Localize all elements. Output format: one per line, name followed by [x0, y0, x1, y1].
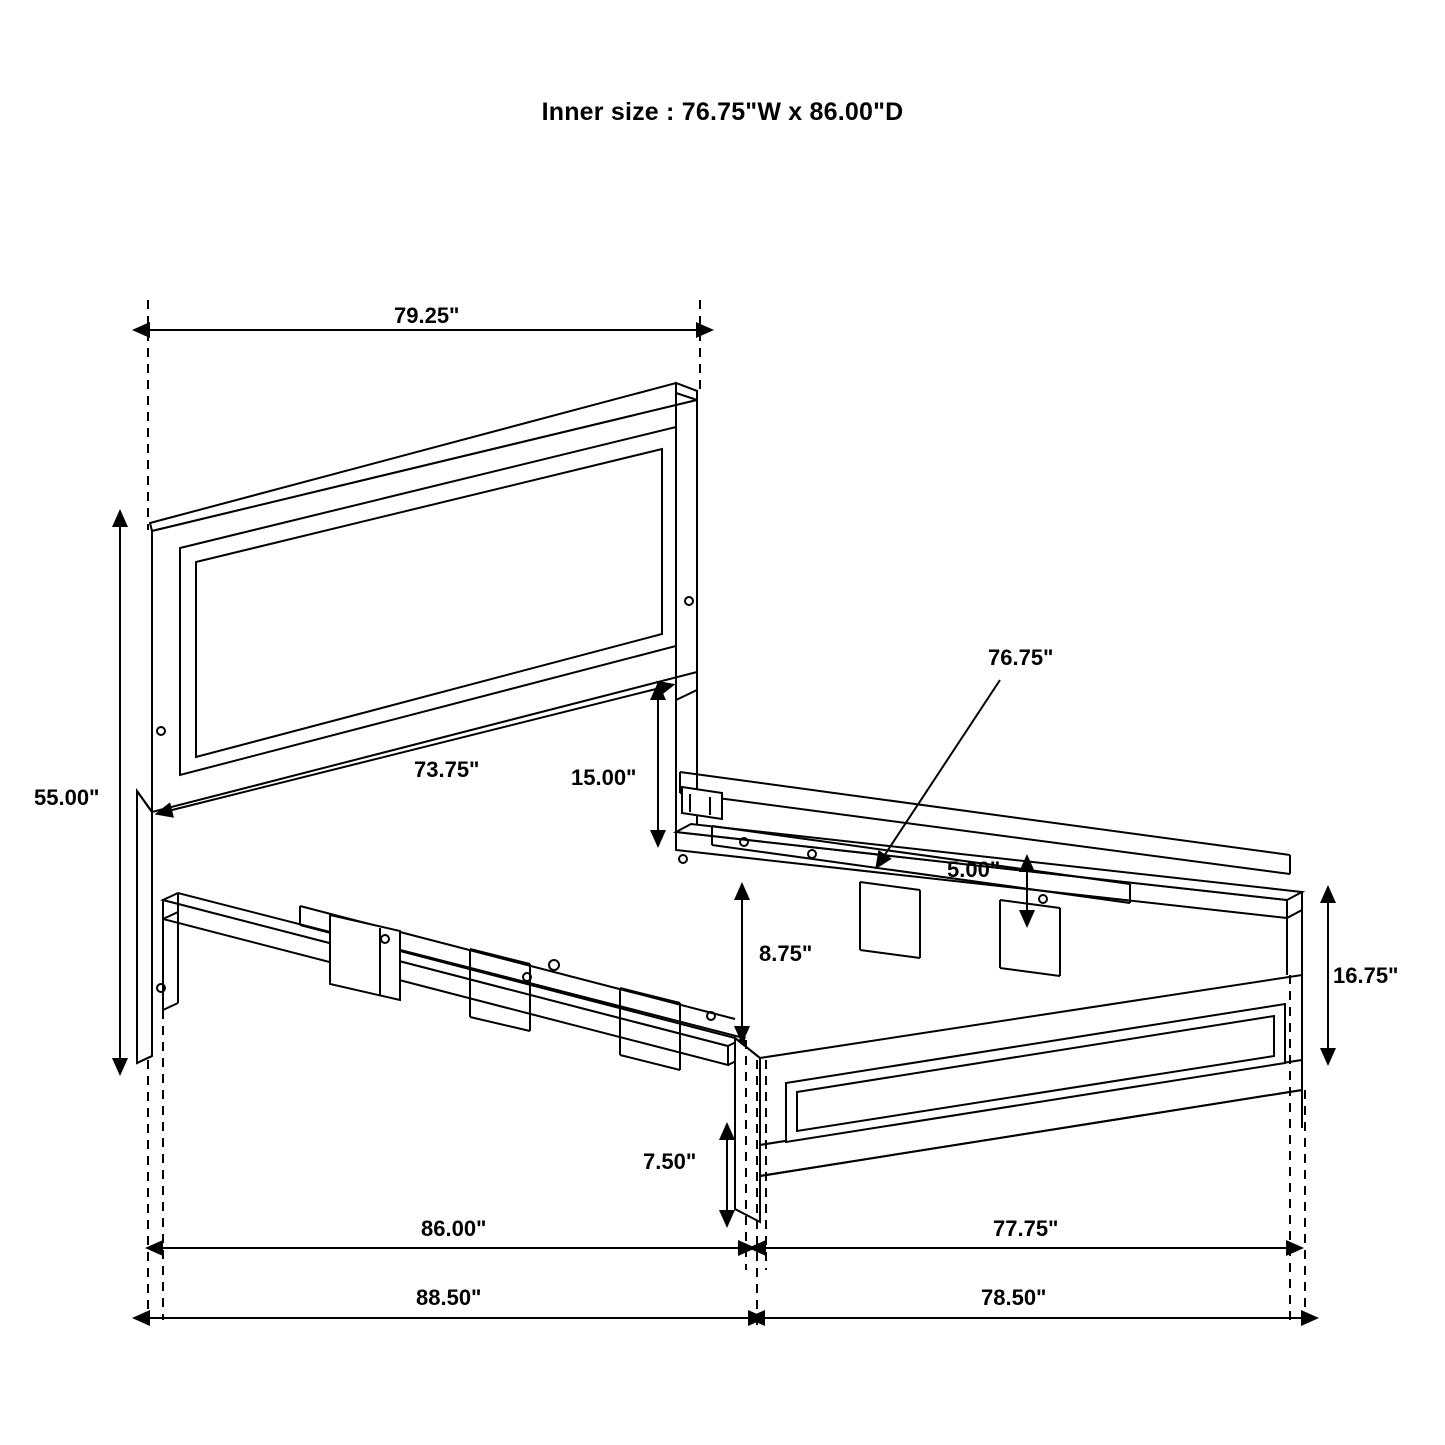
dim-label-footboard-clearance: 7.50"	[643, 1149, 697, 1174]
dim-label-footboard-height: 16.75"	[1333, 963, 1399, 988]
dim-label-overall-height: 55.00"	[34, 785, 100, 810]
dim-label-slat-height: 8.75"	[759, 941, 813, 966]
dim-label-headboard-width: 79.25"	[394, 303, 460, 328]
dim-label-rail-drop: 15.00"	[571, 765, 637, 790]
dim-label-side-length-inner: 86.00"	[421, 1216, 487, 1241]
page-title: Inner size : 76.75"W x 86.00"D	[541, 98, 904, 126]
dim-label-side-length-overall: 88.50"	[416, 1285, 482, 1310]
dim-label-rail-ledge: 5.00"	[947, 857, 1001, 882]
dim-label-foot-width-overall: 78.50"	[981, 1285, 1047, 1310]
dim-label-foot-width-inner: 77.75"	[993, 1216, 1059, 1241]
dim-label-headboard-panel-width: 73.75"	[414, 757, 480, 782]
dim-label-inner-width: 76.75"	[988, 645, 1054, 670]
